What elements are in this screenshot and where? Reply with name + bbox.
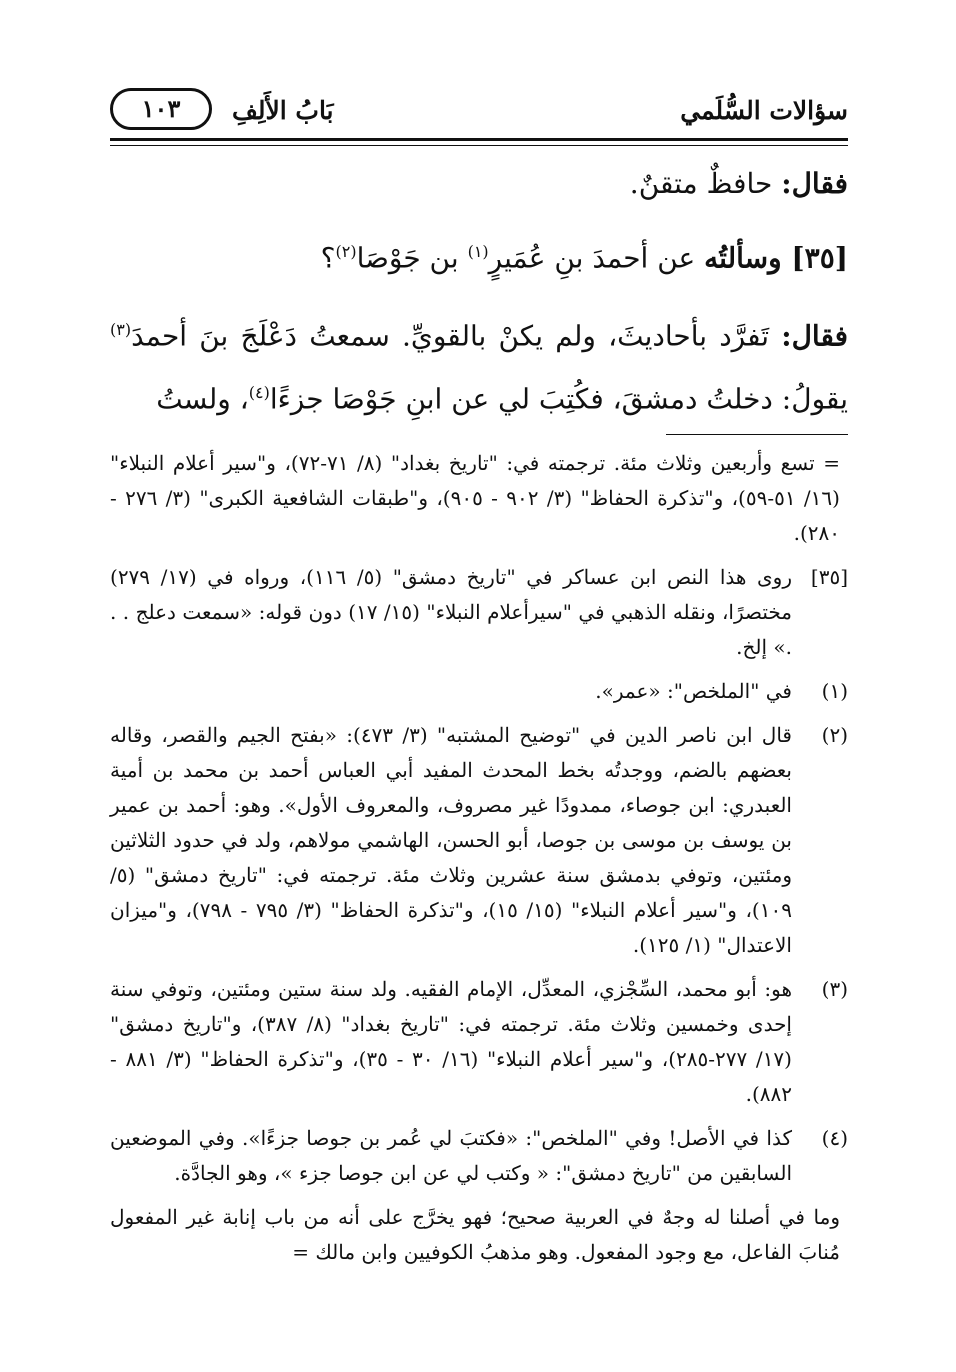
- paragraph-text: تَفرَّد بأحاديثَ، ولم يكنْ بالقويِّ. سمعتُ دَعْلَجَ بنَ أحمدَ: [131, 319, 782, 353]
- footnote-marker: (٣): [821, 977, 848, 1001]
- speaker-label: فقال:: [781, 319, 848, 353]
- question-label: [٣٥] وسألتُه: [704, 241, 848, 275]
- paragraph-text: يقولُ: دخلتُ دمشقَ، فكُتِبَ لي عن ابنِ جَوْصَا جزءًا: [269, 381, 848, 415]
- footnote-item: [110, 1121, 848, 1191]
- footnote-marker: (٤): [821, 1126, 848, 1150]
- footnote-text: قال ابن ناصر الدين في "توضيح المشتبه" (٣/ ٤٧٣): «بفتح الجيم والقصر، وقاله بعضهم بالضم، ووجدتُه بخط المحدث المفيد أبي العباس أحمد بن محمد بن أمية العبدري: ابن جوصاء، ممدودًا غير مصروف، والمعروف الأول». وهو: أحمد بن عمير بن يوسف بن موسى بن جوصا، أبو الحسن، الهاشمي مولاهم، ولد في حدود الثلاثين ومئتين، وتوفي بدمشق سنة عشرين وثلاث مئة. ترجمته في: "تاريخ دمشق" (٥/ ١٠٩)، و"سير أعلام النبلاء" (١٥/ ١٥)، و"تذكرة الحفاظ" (٣/ ٧٩٥ - ٧٩٨)، و"ميزان الاعتدال" (١/ ١٢٥).: [110, 723, 792, 957]
- footnote-ref: (٤): [248, 382, 270, 402]
- paragraph-text: ، ولستُ: [156, 381, 249, 415]
- footnote-continuation: = تسع وأربعين وثلاث مئة. ترجمته في: "تاريخ بغداد" (٨/ ٧١-٧٢)، و"سير أعلام النبلاء" (١٦/ ٥١-٥٩)، و"تذكرة الحفاظ" (٣/ ٩٠٢ - ٩٠٥)، و"طبقات الشافعية الكبرى" (٣/ ٢٧٦ - ٢٨٠).: [110, 451, 840, 545]
- footnote-trailing-text: وما في أصلنا له وجهٌ في العربية صحيح؛ فهو يخرَّج على أنه من باب إنابة غير المفعول مُنابَ الفاعل، مع وجود المفعول. وهو مذهبُ الكوفيين وابن مالك =: [110, 1205, 840, 1264]
- main-text: [110, 160, 848, 427]
- chapter-title: بَابُ الأَلِفِ: [232, 96, 334, 125]
- footnote-ref: (٢): [335, 242, 357, 261]
- footnote-marker: [٣٥]: [810, 565, 848, 589]
- footnote-item: [110, 560, 848, 665]
- footnote-ref: (٣): [110, 320, 132, 340]
- paragraph-answer-35: [110, 302, 848, 427]
- footnote-text: في "الملخص": «عمر».: [595, 679, 792, 703]
- footnote-item: [110, 972, 848, 1112]
- footnote-ref: (١): [467, 242, 489, 261]
- paragraph-answer-1: [110, 160, 848, 208]
- running-title: سؤالات السُّلَمي: [680, 96, 848, 125]
- paragraph-text: حافظٌ متقنٌ.: [629, 167, 782, 200]
- footnote-text: روى هذا النص ابن عساكر في "تاريخ دمشق" (٥/ ١١٦)، ورواه في (١٧/ ٢٧٩) مختصرًا، ونقله الذهبي في "سيرأعلام النبلاء" (١٥/ ١٧) دون قوله: «سمعت دعلج . . .» إلخ.: [110, 565, 792, 659]
- footnote-item: [110, 718, 848, 963]
- footnote-text: كذا في الأصل! وفي "الملخص": «فكتبَ لي عُمر بن جوصا جزءًا». وفي الموضعين السابقين من "تاريخ دمشق": « وكتب لي عن ابن جوصا جزء »، وهو الجادَّة.: [110, 1126, 792, 1185]
- header-rule-thin: [110, 145, 848, 146]
- header-rule-thick: [110, 138, 848, 141]
- footnote-marker: (١): [821, 679, 848, 703]
- paragraph-text: ؟: [320, 241, 336, 275]
- paragraph-text: بن جَوْصَا: [356, 241, 468, 275]
- speaker-label: فقال:: [781, 167, 848, 200]
- footnote-marker: (٢): [821, 723, 848, 747]
- page-number-badge: ١٠٣: [110, 88, 212, 130]
- paragraph-text: عن أحمدَ بنِ عُمَيرٍ: [488, 241, 705, 275]
- footnote-separator: [666, 434, 848, 435]
- page-header: [110, 88, 848, 132]
- footnote-text: هو: أبو محمد، السِّجْزي، المعدِّل، الإمام الفقيه. ولد سنة ستين ومئتين، وتوفي سنة إحدى وخمسين وثلاث مئة. ترجمته في: "تاريخ بغداد" (٨/ ٣٨٧)، و"تاريخ دمشق" (١٧/ ٢٧٧-٢٨٥)، و"سير أعلام النبلاء" (١٦/ ٣٠ - ٣٥)، و"تذكرة الحفاظ" (٣/ ٨٨١ - ٨٨٢).: [110, 977, 792, 1106]
- footnotes: [110, 446, 848, 1279]
- footnote-item: [110, 674, 848, 709]
- paragraph-question-35: [110, 228, 848, 282]
